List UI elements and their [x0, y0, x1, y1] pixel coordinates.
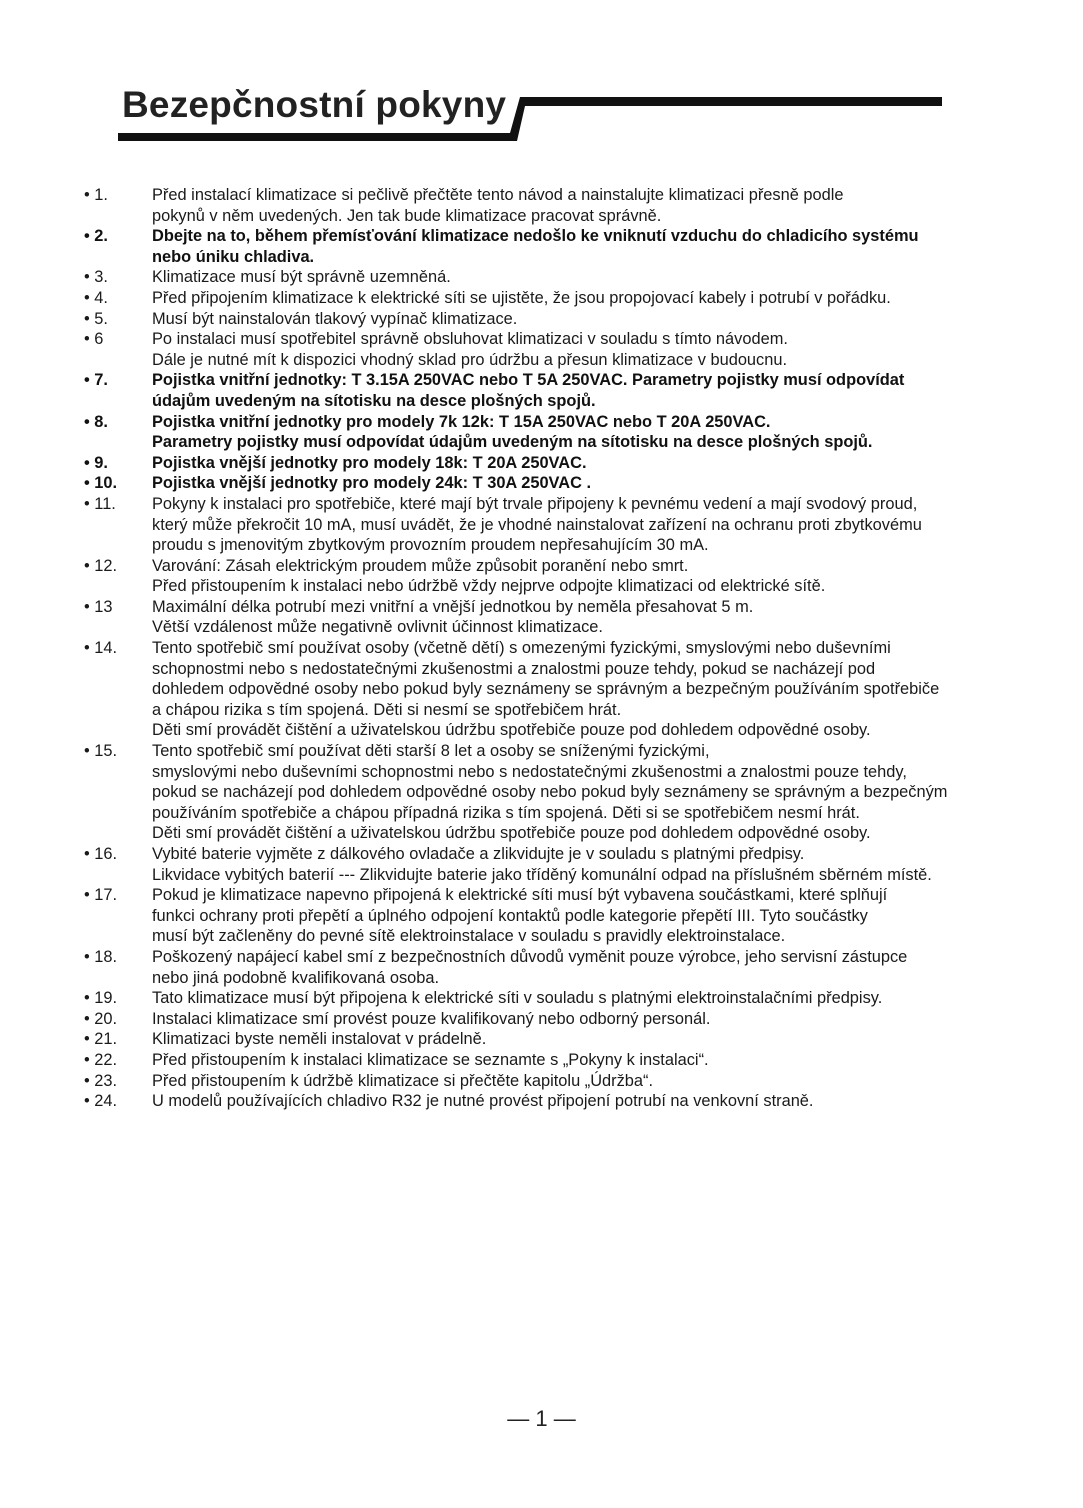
item-text-line: Klimatizaci byste neměli instalovat v prádelně.: [152, 1030, 487, 1049]
item-text: [152, 741, 1024, 844]
item-number: • 8.: [84, 412, 108, 431]
item-text-line: Parametry pojistky musí odpovídat údajům uvedeným na sítotisku na desce plošných spojů.: [152, 433, 873, 452]
page-number: — 1 —: [507, 1406, 576, 1431]
item-text-line: U modelů používajících chladivo R32 je nutné provést připojení potrubí na venkovní straně.: [152, 1092, 814, 1111]
item-text: [152, 844, 1024, 885]
item-number: • 11.: [84, 494, 116, 513]
item-text-line: Pojistka vnější jednotky pro modely 24k: T 30A 250VAC .: [152, 474, 592, 493]
list-item: [84, 885, 1024, 947]
list-item: [84, 412, 1024, 453]
list-item: [84, 473, 1024, 494]
item-number: • 7.: [84, 371, 108, 390]
item-text-line: Vybité baterie vyjměte z dálkového ovladače a zlikvidujte je v souladu s platnými předpisy.: [152, 845, 805, 863]
item-text-line: údajům uvedeným na sítotisku na desce plošných spojů.: [152, 391, 596, 410]
list-item: [84, 844, 1024, 885]
item-text: [152, 638, 1024, 741]
item-text-line: Klimatizace musí být správně uzemněná.: [152, 268, 451, 287]
item-text: [152, 1029, 1024, 1050]
item-text: [152, 226, 1024, 267]
item-text-line: Pokud je klimatizace napevno připojená k elektrické síti musí být vybavena součástkami, které splňují: [152, 886, 888, 905]
list-item: [84, 1050, 1024, 1071]
item-text-line: používáním spotřebiče a chápou případná rizika s tím spojená. Děti si se spotřebičem nesmí hrát.: [152, 803, 860, 822]
item-text-line: Pojistka vnitřní jednotky pro modely 7k 12k: T 15A 250VAC nebo T 20A 250VAC.: [152, 412, 771, 431]
list-item: [84, 597, 1024, 638]
item-text: [152, 185, 1024, 226]
item-text-line: Před instalací klimatizace si pečlivě přečtěte tento návod a nainstalujte klimatizaci přesně podle: [152, 186, 844, 204]
item-number: • 16.: [84, 845, 118, 863]
item-number: • 21.: [84, 1030, 118, 1049]
item-text: [152, 1050, 1024, 1071]
list-item: [84, 309, 1024, 330]
item-number: • 18.: [84, 947, 118, 966]
item-text-line: Dále je nutné mít k dispozici vhodný sklad pro údržbu a přesun klimatizace v budoucnu.: [152, 350, 788, 369]
item-text-line: a chápou rizika s tím spojená. Děti si nesmí se spotřebičem hrát.: [152, 700, 622, 719]
item-text-line: Musí být nainstalován tlakový vypínač klimatizace.: [152, 309, 518, 328]
item-number: • 10.: [84, 474, 118, 493]
item-text: [152, 1071, 1024, 1092]
item-number: • 5.: [84, 309, 108, 328]
item-text: [152, 494, 1024, 556]
item-number: • 17.: [84, 886, 118, 905]
item-number: • 22.: [84, 1050, 118, 1069]
list-item: [84, 1029, 1024, 1050]
item-number: • 20.: [84, 1009, 118, 1028]
page-title: Bezepčnostní pokyny: [122, 84, 507, 125]
item-text: [152, 885, 1024, 947]
item-text: [152, 988, 1024, 1009]
item-number: • 24.: [84, 1092, 118, 1111]
item-text-line: smyslovými nebo duševními schopnostmi nebo s nedostatečnými zkušenostmi a znalostmi pouze tehdy,: [152, 762, 907, 781]
item-text-line: Maximální délka potrubí mezi vnitřní a vnější jednotkou by neměla přesahovat 5 m.: [152, 597, 754, 616]
item-text-line: Tento spotřebič smí používat děti starší 8 let a osoby se sníženými fyzickými,: [152, 742, 710, 761]
item-text: [152, 412, 1024, 453]
list-item: [84, 1071, 1024, 1092]
item-text-line: funkci ochrany proti přepětí a úplného odpojení kontaktů podle kategorie přepětí III. Tyto součástky: [152, 906, 868, 925]
item-text-line: Před přistoupením k instalaci nebo údržbě vždy nejprve odpojte klimatizaci od elektrické sítě.: [152, 577, 826, 596]
item-number: • 4.: [84, 288, 108, 307]
item-text-line: Pojistka vnější jednotky pro modely 18k: T 20A 250VAC.: [152, 453, 587, 472]
item-number: • 3.: [84, 268, 108, 287]
item-text: [152, 1009, 1024, 1030]
item-text-line: dohledem odpovědné osoby nebo pokud byly seznámeny se správným a bezpečným používáním spotřebiče: [152, 680, 940, 699]
list-item: [84, 638, 1024, 741]
title-underline-decoration: [0, 0, 1083, 150]
item-text-line: schopnostmi nebo s nedostatečnými zkušenostmi a znalostmi pouze tehdy, pokud se nacházejí pod: [152, 659, 876, 678]
list-item: [84, 453, 1024, 474]
item-text-line: Děti smí provádět čištění a uživatelskou údržbu spotřebiče pouze pod dohledem odpovědné osoby.: [152, 721, 871, 740]
item-text: [152, 556, 1024, 597]
item-text-line: Větší vzdálenost může negativně ovlivnit účinnost klimatizace.: [152, 618, 603, 637]
item-text: [152, 288, 1024, 309]
item-number: • 14.: [84, 639, 118, 658]
item-text-line: Poškozený napájecí kabel smí z bezpečnostních důvodů vyměnit pouze výrobce, jeho servisní zástupce: [152, 947, 908, 966]
item-text: [152, 947, 1024, 988]
item-text-line: Likvidace vybitých baterií --- Zlikvidujte baterie jako tříděný komunální odpad na příslušném sběrném místě.: [152, 865, 932, 884]
safety-instructions-list: [84, 185, 1024, 1112]
list-item: [84, 267, 1024, 288]
item-text-line: Tato klimatizace musí být připojena k elektrické síti v souladu s platnými elektroinstalačními předpisy.: [152, 989, 883, 1008]
item-text: [152, 453, 1024, 474]
item-text: [152, 1091, 1024, 1112]
list-item: [84, 329, 1024, 370]
item-number: • 1.: [84, 186, 108, 204]
list-item: [84, 988, 1024, 1009]
list-item: [84, 226, 1024, 267]
list-item: [84, 556, 1024, 597]
item-number: • 13: [84, 597, 113, 616]
item-text-line: Pojistka vnitřní jednotky: T 3.15A 250VAC nebo T 5A 250VAC. Parametry pojistky musí odpovídat: [152, 371, 905, 390]
item-text-line: musí být začleněny do pevné sítě elektroinstalace v souladu s pravidly elektroinstalace.: [152, 927, 786, 946]
item-text-line: nebo úniku chladiva.: [152, 247, 315, 266]
item-number: • 19.: [84, 989, 118, 1008]
item-text-line: který může překročit 10 mA, musí uvádět, že je vhodné nainstalovat zařízení na ochranu proti zbytkovému: [152, 515, 922, 534]
item-text-line: Pokyny k instalaci pro spotřebiče, které mají být trvale připojeny k pevnému vedení a mají svodový proud,: [152, 494, 918, 513]
item-text-line: Děti smí provádět čištění a uživatelskou údržbu spotřebiče pouze pod dohledem odpovědné osoby.: [152, 824, 871, 843]
item-text-line: Varování: Zásah elektrickým proudem může způsobit poranění nebo smrt.: [152, 556, 689, 575]
item-text-line: proudu s jmenovitým zbytkovým provozním proudem nepřesahujícím 30 mA.: [152, 536, 709, 555]
list-item: [84, 1091, 1024, 1112]
list-item: [84, 741, 1024, 844]
item-number: • 15.: [84, 742, 118, 761]
list-item: [84, 370, 1024, 411]
list-item: [84, 494, 1024, 556]
item-text-line: Tento spotřebič smí používat osoby (včetně dětí) s omezenými fyzickými, smyslovými nebo duševními: [152, 639, 891, 658]
title-rule-shape: [118, 97, 942, 141]
item-text: [152, 370, 1024, 411]
item-text-line: Před připojením klimatizace k elektrické síti se ujistěte, že jsou propojovací kabely i potrubí v pořádku.: [152, 288, 891, 307]
item-text-line: nebo jiná podobně kvalifikovaná osoba.: [152, 968, 440, 987]
item-text: [152, 309, 1024, 330]
list-item: [84, 288, 1024, 309]
item-text-line: Před přistoupením k údržbě klimatizace si přečtěte kapitolu „Údržba“.: [152, 1071, 654, 1090]
item-text-line: Dbejte na to, během přemísťování klimatizace nedošlo ke vniknutí vzduchu do chladicího systému: [152, 227, 919, 246]
item-text: [152, 597, 1024, 638]
item-text: [152, 473, 1024, 494]
list-item: [84, 1009, 1024, 1030]
item-text-line: Po instalaci musí spotřebitel správně obsluhovat klimatizaci v souladu s tímto návodem.: [152, 330, 788, 349]
item-number: • 23.: [84, 1071, 118, 1090]
item-number: • 9.: [84, 453, 108, 472]
item-number: • 12.: [84, 556, 118, 575]
item-text-line: Instalaci klimatizace smí provést pouze kvalifikovaný nebo odborný personál.: [152, 1009, 711, 1028]
item-text-line: pokynů v něm uvedených. Jen tak bude klimatizace pracovat správně.: [152, 206, 662, 225]
list-item: [84, 947, 1024, 988]
item-number: • 2.: [84, 227, 108, 246]
list-item: [84, 185, 1024, 226]
item-number: • 6: [84, 330, 104, 349]
item-text-line: Před přistoupením k instalaci klimatizace se seznamte s „Pokyny k instalaci“.: [152, 1050, 709, 1069]
item-text-line: pokud se nacházejí pod dohledem odpovědné osoby nebo pokud byly seznámeny se správným a bezpečným: [152, 783, 948, 802]
item-text: [152, 267, 1024, 288]
item-text: [152, 329, 1024, 370]
